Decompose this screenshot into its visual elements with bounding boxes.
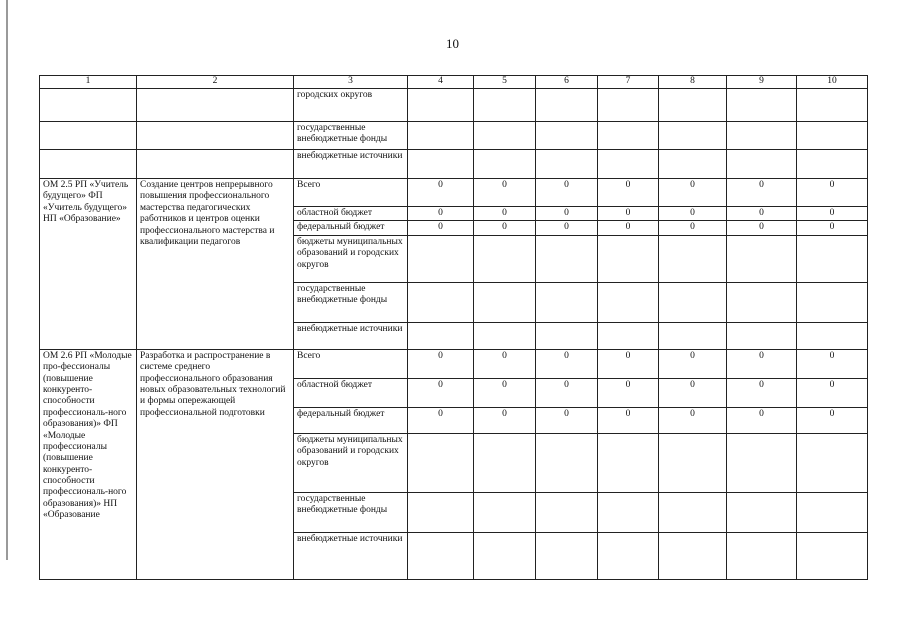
value-cell: 0 <box>474 349 536 378</box>
value-cell <box>797 433 868 492</box>
value-cell: 0 <box>727 207 797 221</box>
value-cell: 0 <box>727 349 797 378</box>
value-cell: 0 <box>598 179 659 207</box>
column-header: 2 <box>137 76 294 89</box>
value-cell <box>536 282 598 322</box>
value-cell <box>797 492 868 532</box>
table-row <box>40 349 868 378</box>
value-cell <box>598 150 659 179</box>
empty-cell <box>137 122 294 150</box>
column-header: 7 <box>598 76 659 89</box>
column-header: 9 <box>727 76 797 89</box>
value-cell: 0 <box>598 221 659 235</box>
value-cell <box>598 282 659 322</box>
value-cell: 0 <box>598 207 659 221</box>
value-cell <box>659 150 727 179</box>
value-cell: 0 <box>659 207 727 221</box>
table-row <box>40 89 868 122</box>
value-cell <box>536 150 598 179</box>
value-cell: 0 <box>408 349 474 378</box>
value-cell: 0 <box>727 378 797 407</box>
value-cell: 0 <box>727 221 797 235</box>
value-cell <box>797 150 868 179</box>
value-cell <box>797 122 868 150</box>
header-row <box>40 76 868 89</box>
empty-cell <box>137 150 294 179</box>
value-cell <box>536 122 598 150</box>
column-header: 4 <box>408 76 474 89</box>
value-cell: 0 <box>727 407 797 433</box>
table-row <box>40 150 868 179</box>
value-cell: 0 <box>659 378 727 407</box>
funding-source: государственные внебюджетные фонды <box>294 282 408 322</box>
value-cell: 0 <box>536 407 598 433</box>
value-cell <box>659 322 727 349</box>
scan-edge <box>6 0 8 560</box>
value-cell: 0 <box>536 378 598 407</box>
table-row <box>40 122 868 150</box>
funding-source: бюджеты муниципальных образований и городских округов <box>294 433 408 492</box>
value-cell: 0 <box>536 207 598 221</box>
value-cell: 0 <box>659 407 727 433</box>
value-cell: 0 <box>797 407 868 433</box>
value-cell: 0 <box>474 378 536 407</box>
funding-source: федеральный бюджет <box>294 221 408 235</box>
value-cell <box>474 150 536 179</box>
value-cell <box>797 89 868 122</box>
value-cell <box>727 492 797 532</box>
value-cell <box>727 532 797 579</box>
value-cell <box>536 433 598 492</box>
value-cell <box>727 282 797 322</box>
value-cell <box>659 122 727 150</box>
funding-source: областной бюджет <box>294 378 408 407</box>
value-cell <box>474 122 536 150</box>
value-cell: 0 <box>536 179 598 207</box>
value-cell <box>598 235 659 282</box>
value-cell: 0 <box>474 407 536 433</box>
empty-cell <box>40 150 137 179</box>
funding-source: областной бюджет <box>294 207 408 221</box>
value-cell <box>408 235 474 282</box>
value-cell <box>598 532 659 579</box>
value-cell <box>408 282 474 322</box>
value-cell <box>474 235 536 282</box>
value-cell <box>659 492 727 532</box>
column-header: 6 <box>536 76 598 89</box>
value-cell: 0 <box>659 179 727 207</box>
value-cell <box>536 322 598 349</box>
value-cell: 0 <box>408 221 474 235</box>
budget-table <box>39 75 868 580</box>
funding-source: федеральный бюджет <box>294 407 408 433</box>
funding-source: городских округов <box>294 89 408 122</box>
value-cell <box>797 282 868 322</box>
measure-code: ОМ 2.6 РП «Молодые про-фессионалы (повышение конкуренто-способности профессиональ-ного образования)» ФП «Молодые профессионалы (повышение конкуренто-способности профессиональ-ного образования)» НП «Образование <box>40 349 137 579</box>
value-cell <box>408 150 474 179</box>
value-cell: 0 <box>408 407 474 433</box>
value-cell <box>598 492 659 532</box>
value-cell <box>408 322 474 349</box>
value-cell: 0 <box>598 378 659 407</box>
value-cell <box>408 122 474 150</box>
value-cell: 0 <box>408 207 474 221</box>
value-cell <box>797 532 868 579</box>
value-cell <box>536 89 598 122</box>
value-cell: 0 <box>659 221 727 235</box>
value-cell <box>474 322 536 349</box>
funding-source: бюджеты муниципальных образований и городских округов <box>294 235 408 282</box>
value-cell <box>408 492 474 532</box>
column-header: 8 <box>659 76 727 89</box>
value-cell <box>659 282 727 322</box>
value-cell: 0 <box>474 179 536 207</box>
value-cell <box>727 322 797 349</box>
value-cell <box>536 492 598 532</box>
value-cell <box>408 89 474 122</box>
funding-source: государственные внебюджетные фонды <box>294 122 408 150</box>
value-cell <box>727 122 797 150</box>
funding-source: внебюджетные источники <box>294 322 408 349</box>
value-cell: 0 <box>797 378 868 407</box>
value-cell: 0 <box>598 349 659 378</box>
empty-cell <box>40 122 137 150</box>
empty-cell <box>137 89 294 122</box>
value-cell <box>797 235 868 282</box>
value-cell: 0 <box>408 179 474 207</box>
value-cell: 0 <box>797 179 868 207</box>
value-cell <box>727 89 797 122</box>
page-number: 10 <box>446 36 459 51</box>
column-header: 10 <box>797 76 868 89</box>
value-cell: 0 <box>727 179 797 207</box>
value-cell <box>474 532 536 579</box>
value-cell <box>727 433 797 492</box>
value-cell <box>474 282 536 322</box>
value-cell: 0 <box>536 349 598 378</box>
value-cell <box>727 150 797 179</box>
value-cell: 0 <box>536 221 598 235</box>
table-row <box>40 179 868 207</box>
value-cell <box>474 433 536 492</box>
value-cell <box>598 433 659 492</box>
value-cell: 0 <box>408 378 474 407</box>
funding-source: внебюджетные источники <box>294 150 408 179</box>
measure-description: Создание центров непрерывного повышения профессионального мастерства педагогических работников и центров оценки профессионального мастерства и квалификации педагогов <box>137 179 294 350</box>
value-cell <box>598 89 659 122</box>
value-cell <box>536 532 598 579</box>
value-cell: 0 <box>797 207 868 221</box>
value-cell <box>659 532 727 579</box>
value-cell: 0 <box>598 407 659 433</box>
value-cell: 0 <box>474 221 536 235</box>
funding-source: Всего <box>294 349 408 378</box>
value-cell <box>598 122 659 150</box>
empty-cell <box>40 89 137 122</box>
value-cell <box>598 322 659 349</box>
funding-source: государственные внебюджетные фонды <box>294 492 408 532</box>
value-cell <box>727 235 797 282</box>
measure-code: ОМ 2.5 РП «Учитель будущего» ФП «Учитель будущего» НП «Образование» <box>40 179 137 350</box>
value-cell <box>408 532 474 579</box>
column-header: 1 <box>40 76 137 89</box>
column-header: 5 <box>474 76 536 89</box>
value-cell: 0 <box>797 349 868 378</box>
value-cell <box>408 433 474 492</box>
column-header: 3 <box>294 76 408 89</box>
value-cell <box>536 235 598 282</box>
measure-description: Разработка и распространение в системе среднего профессионального образования новых образовательных технологий и формы опережающей профессиональной подготовки <box>137 349 294 579</box>
value-cell: 0 <box>474 207 536 221</box>
value-cell <box>474 89 536 122</box>
value-cell: 0 <box>797 221 868 235</box>
value-cell <box>797 322 868 349</box>
funding-source: Всего <box>294 179 408 207</box>
value-cell <box>474 492 536 532</box>
value-cell: 0 <box>659 349 727 378</box>
value-cell <box>659 235 727 282</box>
funding-source: внебюджетные источники <box>294 532 408 579</box>
value-cell <box>659 89 727 122</box>
value-cell <box>659 433 727 492</box>
